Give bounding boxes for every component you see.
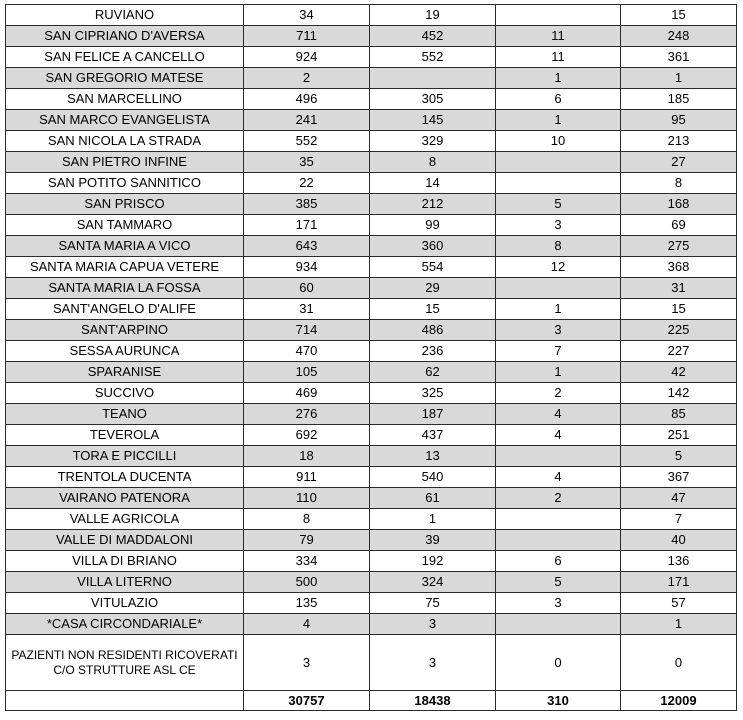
column-4-cell: 5 (496, 572, 621, 593)
column-4-cell: 1 (496, 299, 621, 320)
column-2-cell: 711 (244, 26, 370, 47)
column-4-cell: 3 (496, 593, 621, 614)
column-3-cell: 324 (370, 572, 496, 593)
column-4-cell: 12 (496, 257, 621, 278)
column-4-cell: 6 (496, 551, 621, 572)
column-4-cell (496, 5, 621, 26)
table-row (6, 152, 737, 173)
table-row (6, 299, 737, 320)
municipality-name-cell: SAN CIPRIANO D'AVERSA (6, 26, 244, 47)
column-3-cell: 3 (370, 614, 496, 635)
column-2-cell: 35 (244, 152, 370, 173)
municipality-name-cell: TRENTOLA DUCENTA (6, 467, 244, 488)
table-row (6, 530, 737, 551)
column-5-cell: 368 (621, 257, 737, 278)
table-row (6, 362, 737, 383)
table-row (6, 404, 737, 425)
column-5-cell: 40 (621, 530, 737, 551)
column-3-cell: 452 (370, 26, 496, 47)
table-row (6, 89, 737, 110)
column-3-cell: 62 (370, 362, 496, 383)
table-row (6, 26, 737, 47)
column-4-cell: 1 (496, 68, 621, 89)
column-3-cell: 14 (370, 173, 496, 194)
municipality-name-cell: PAZIENTI NON RESIDENTI RICOVERATI C/O STRUTTURE ASL CE (6, 635, 244, 691)
municipality-name-cell: SANTA MARIA LA FOSSA (6, 278, 244, 299)
column-4-cell: 11 (496, 26, 621, 47)
table-row (6, 341, 737, 362)
column-2-cell: 3 (244, 635, 370, 691)
table-row (6, 509, 737, 530)
column-5-cell: 136 (621, 551, 737, 572)
table-row (6, 236, 737, 257)
column-4-cell: 6 (496, 89, 621, 110)
municipality-name-cell: VALLE DI MADDALONI (6, 530, 244, 551)
column-5-cell: 0 (621, 635, 737, 691)
column-5-cell: 142 (621, 383, 737, 404)
column-3-cell: 29 (370, 278, 496, 299)
column-4-cell: 3 (496, 215, 621, 236)
municipality-name-cell: VITULAZIO (6, 593, 244, 614)
column-3-cell: 325 (370, 383, 496, 404)
municipality-name-cell: SANT'ANGELO D'ALIFE (6, 299, 244, 320)
column-4-cell: 1 (496, 362, 621, 383)
column-3-cell: 437 (370, 425, 496, 446)
column-4-cell (496, 173, 621, 194)
column-2-cell: 276 (244, 404, 370, 425)
table-row (6, 68, 737, 89)
column-5-cell: 275 (621, 236, 737, 257)
column-2-cell: 105 (244, 362, 370, 383)
table-row (6, 614, 737, 635)
municipality-name-cell: VALLE AGRICOLA (6, 509, 244, 530)
column-5-cell: 31 (621, 278, 737, 299)
municipality-name-cell: *CASA CIRCONDARIALE* (6, 614, 244, 635)
column-3-cell: 145 (370, 110, 496, 131)
column-4-cell: 4 (496, 425, 621, 446)
table-row (6, 467, 737, 488)
table-row (6, 278, 737, 299)
column-2-cell: 643 (244, 236, 370, 257)
table-row (6, 425, 737, 446)
table-row (6, 47, 737, 68)
column-2-cell: 34 (244, 5, 370, 26)
column-2-cell: 714 (244, 320, 370, 341)
column-3-cell: 305 (370, 89, 496, 110)
municipality-data-table (5, 4, 737, 711)
table-row (6, 446, 737, 467)
municipality-name-cell: SAN MARCO EVANGELISTA (6, 110, 244, 131)
municipality-name-cell: TORA E PICCILLI (6, 446, 244, 467)
column-5-cell: 42 (621, 362, 737, 383)
column-2-cell: 385 (244, 194, 370, 215)
column-5-cell: 248 (621, 26, 737, 47)
column-5-cell: 227 (621, 341, 737, 362)
column-3-cell: 329 (370, 131, 496, 152)
municipality-name-cell: TEANO (6, 404, 244, 425)
column-4-cell: 3 (496, 320, 621, 341)
table-row (6, 320, 737, 341)
column-5-cell: 5 (621, 446, 737, 467)
table-row (6, 572, 737, 593)
column-5-cell: 15 (621, 5, 737, 26)
column-5-cell: 69 (621, 215, 737, 236)
table-row (6, 593, 737, 614)
column-5-cell: 95 (621, 110, 737, 131)
municipality-name-cell: SANTA MARIA A VICO (6, 236, 244, 257)
column-3-cell: 13 (370, 446, 496, 467)
column-3-cell: 15 (370, 299, 496, 320)
municipality-name-cell: SAN TAMMARO (6, 215, 244, 236)
column-5-cell: 1 (621, 68, 737, 89)
total-c5-cell: 12009 (621, 691, 737, 711)
column-5-cell: 57 (621, 593, 737, 614)
total-c1-cell (6, 691, 244, 711)
column-2-cell: 692 (244, 425, 370, 446)
column-4-cell (496, 614, 621, 635)
column-4-cell (496, 278, 621, 299)
municipality-name-cell: SAN FELICE A CANCELLO (6, 47, 244, 68)
table-row (6, 257, 737, 278)
column-3-cell: 61 (370, 488, 496, 509)
column-4-cell: 7 (496, 341, 621, 362)
municipality-name-cell: SPARANISE (6, 362, 244, 383)
table-row (6, 215, 737, 236)
column-5-cell: 27 (621, 152, 737, 173)
column-3-cell: 192 (370, 551, 496, 572)
column-5-cell: 47 (621, 488, 737, 509)
column-3-cell: 554 (370, 257, 496, 278)
column-3-cell: 552 (370, 47, 496, 68)
totals-row (6, 691, 737, 711)
table-row (6, 551, 737, 572)
column-2-cell: 2 (244, 68, 370, 89)
column-3-cell: 99 (370, 215, 496, 236)
column-2-cell: 18 (244, 446, 370, 467)
column-3-cell: 3 (370, 635, 496, 691)
column-4-cell: 11 (496, 47, 621, 68)
municipality-name-cell: SANT'ARPINO (6, 320, 244, 341)
column-2-cell: 241 (244, 110, 370, 131)
column-4-cell (496, 530, 621, 551)
municipality-name-cell: SANTA MARIA CAPUA VETERE (6, 257, 244, 278)
column-4-cell: 1 (496, 110, 621, 131)
column-2-cell: 135 (244, 593, 370, 614)
column-2-cell: 552 (244, 131, 370, 152)
column-2-cell: 924 (244, 47, 370, 68)
column-3-cell: 486 (370, 320, 496, 341)
column-4-cell: 4 (496, 404, 621, 425)
column-2-cell: 31 (244, 299, 370, 320)
municipality-name-cell: SAN POTITO SANNITICO (6, 173, 244, 194)
column-3-cell: 19 (370, 5, 496, 26)
column-5-cell: 171 (621, 572, 737, 593)
municipality-name-cell: VAIRANO PATENORA (6, 488, 244, 509)
column-2-cell: 934 (244, 257, 370, 278)
column-3-cell: 75 (370, 593, 496, 614)
municipality-name-cell: SAN GREGORIO MATESE (6, 68, 244, 89)
column-4-cell: 8 (496, 236, 621, 257)
column-4-cell: 5 (496, 194, 621, 215)
column-3-cell: 8 (370, 152, 496, 173)
column-5-cell: 85 (621, 404, 737, 425)
municipality-name-cell: SUCCIVO (6, 383, 244, 404)
total-c3-cell: 18438 (370, 691, 496, 711)
column-4-cell (496, 152, 621, 173)
column-3-cell: 212 (370, 194, 496, 215)
table-row (6, 110, 737, 131)
column-2-cell: 8 (244, 509, 370, 530)
column-2-cell: 171 (244, 215, 370, 236)
total-c4-cell: 310 (496, 691, 621, 711)
column-5-cell: 7 (621, 509, 737, 530)
column-2-cell: 911 (244, 467, 370, 488)
table-row (6, 173, 737, 194)
municipality-name-cell: SAN PRISCO (6, 194, 244, 215)
table-body (6, 5, 737, 711)
column-3-cell: 540 (370, 467, 496, 488)
column-4-cell: 2 (496, 488, 621, 509)
column-2-cell: 4 (244, 614, 370, 635)
column-4-cell (496, 446, 621, 467)
column-5-cell: 168 (621, 194, 737, 215)
column-5-cell: 185 (621, 89, 737, 110)
table-row (6, 488, 737, 509)
municipality-name-cell: VILLA LITERNO (6, 572, 244, 593)
column-2-cell: 334 (244, 551, 370, 572)
table-row (6, 194, 737, 215)
column-5-cell: 367 (621, 467, 737, 488)
column-4-cell: 0 (496, 635, 621, 691)
column-2-cell: 469 (244, 383, 370, 404)
column-2-cell: 60 (244, 278, 370, 299)
column-5-cell: 15 (621, 299, 737, 320)
municipality-name-cell: SESSA AURUNCA (6, 341, 244, 362)
municipality-name-cell: SAN PIETRO INFINE (6, 152, 244, 173)
column-5-cell: 1 (621, 614, 737, 635)
municipality-name-cell: RUVIANO (6, 5, 244, 26)
column-2-cell: 470 (244, 341, 370, 362)
municipality-name-cell: SAN NICOLA LA STRADA (6, 131, 244, 152)
column-3-cell (370, 68, 496, 89)
column-3-cell: 187 (370, 404, 496, 425)
column-2-cell: 500 (244, 572, 370, 593)
column-2-cell: 110 (244, 488, 370, 509)
column-5-cell: 225 (621, 320, 737, 341)
column-4-cell: 4 (496, 467, 621, 488)
column-4-cell: 10 (496, 131, 621, 152)
table-row (6, 131, 737, 152)
column-4-cell (496, 509, 621, 530)
municipality-name-cell: VILLA DI BRIANO (6, 551, 244, 572)
table-row (6, 383, 737, 404)
table-row (6, 635, 737, 691)
column-5-cell: 251 (621, 425, 737, 446)
column-3-cell: 236 (370, 341, 496, 362)
column-5-cell: 361 (621, 47, 737, 68)
municipality-name-cell: TEVEROLA (6, 425, 244, 446)
column-3-cell: 1 (370, 509, 496, 530)
column-5-cell: 213 (621, 131, 737, 152)
column-3-cell: 39 (370, 530, 496, 551)
column-4-cell: 2 (496, 383, 621, 404)
column-3-cell: 360 (370, 236, 496, 257)
column-2-cell: 22 (244, 173, 370, 194)
column-5-cell: 8 (621, 173, 737, 194)
municipality-name-cell: SAN MARCELLINO (6, 89, 244, 110)
column-2-cell: 496 (244, 89, 370, 110)
column-2-cell: 79 (244, 530, 370, 551)
table-row (6, 5, 737, 26)
total-c2-cell: 30757 (244, 691, 370, 711)
